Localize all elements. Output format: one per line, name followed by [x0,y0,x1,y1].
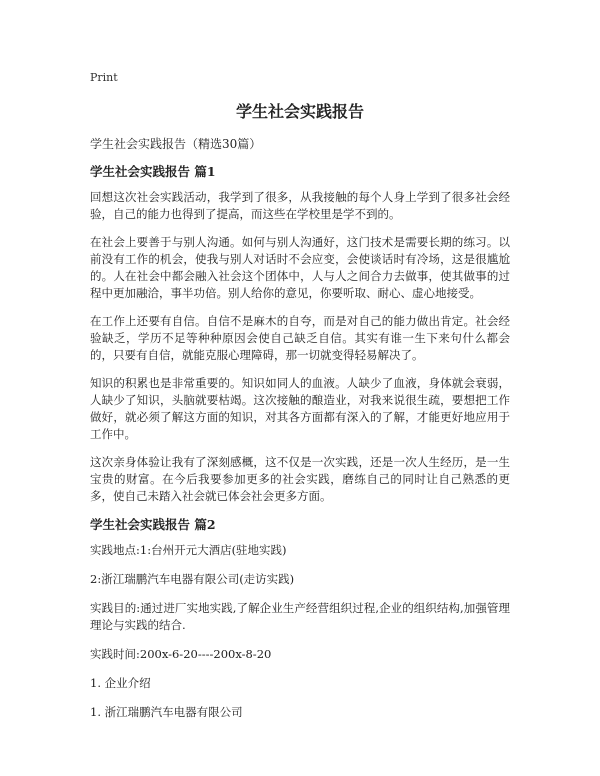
paragraph: 实践地点:1:台州开元大酒店(驻地实践) [90,543,287,557]
paragraph: 在工作上还要有自信。自信不是麻木的自夸，而是对自己的能力做出肯定。社会经验缺乏，学历不足等种种原因会使自己缺乏自信。其实有谁一生下来句什么都会的，只要有自信，就能克服心理障碍，那一切就变得轻易解决了。 [90,314,510,362]
print-link[interactable]: Print [90,71,118,84]
section-heading-1: 学生社会实践报告 篇1 [90,164,216,179]
paragraph: 回想这次社会实践活动，我学到了很多，从我接触的每个人身上学到了很多社会经验，自己的能力也得到了提高，而这些在学校里是学不到的。 [90,190,510,221]
paragraph: 在社会上要善于与别人沟通。如何与别人沟通好，这门技术是需要长期的练习。以前没有工作的机会，使我与别人对话时不会应变，会使谈话时有冷场，这是很尴尬的。人在社会中都会融入社会这个团体中，人与人之间合力去做事，使其做事的过程中更加融洽，事半功倍。别人给你的意见，你要听取、耐心、虚心地接受。 [90,235,510,300]
paragraph: 1. 企业介绍 [90,676,151,690]
paragraph: 知识的积累也是非常重要的。知识如同人的血液。人缺少了血液，身体就会衰弱，人缺少了知识，头脑就要枯竭。这次接触的酿造业，对我来说很生疏，要想把工作做好，就必须了解这方面的知识，对其各方面都有深入的了解，才能更好地应用于工作中。 [90,376,510,441]
paragraph: 实践时间:200x-6-20----200x-8-20 [90,647,272,661]
section-heading-2: 学生社会实践报告 篇2 [90,517,216,532]
paragraph: 这次亲身体验让我有了深刻感概，这不仅是一次实践，还是一次人生经历，是一生宝贵的财富。在今后我要参加更多的社会实践，磨练自己的同时让自己熟悉的更多，使自己未踏入社会就已体会社会更多方面。 [90,455,510,503]
paragraph: 2:浙江瑞鹏汽车电器有限公司(走访实践) [90,572,295,586]
document-title: 学生社会实践报告 [235,102,364,121]
document-subtitle: 学生社会实践报告（精选30篇） [90,137,262,151]
paragraph: 实践目的:通过进厂实地实践,了解企业生产经营组织过程,企业的组织结构,加强管理理论与实践的结合. [90,601,510,632]
paragraph: 1. 浙江瑞鹏汽车电器有限公司 [90,705,243,719]
